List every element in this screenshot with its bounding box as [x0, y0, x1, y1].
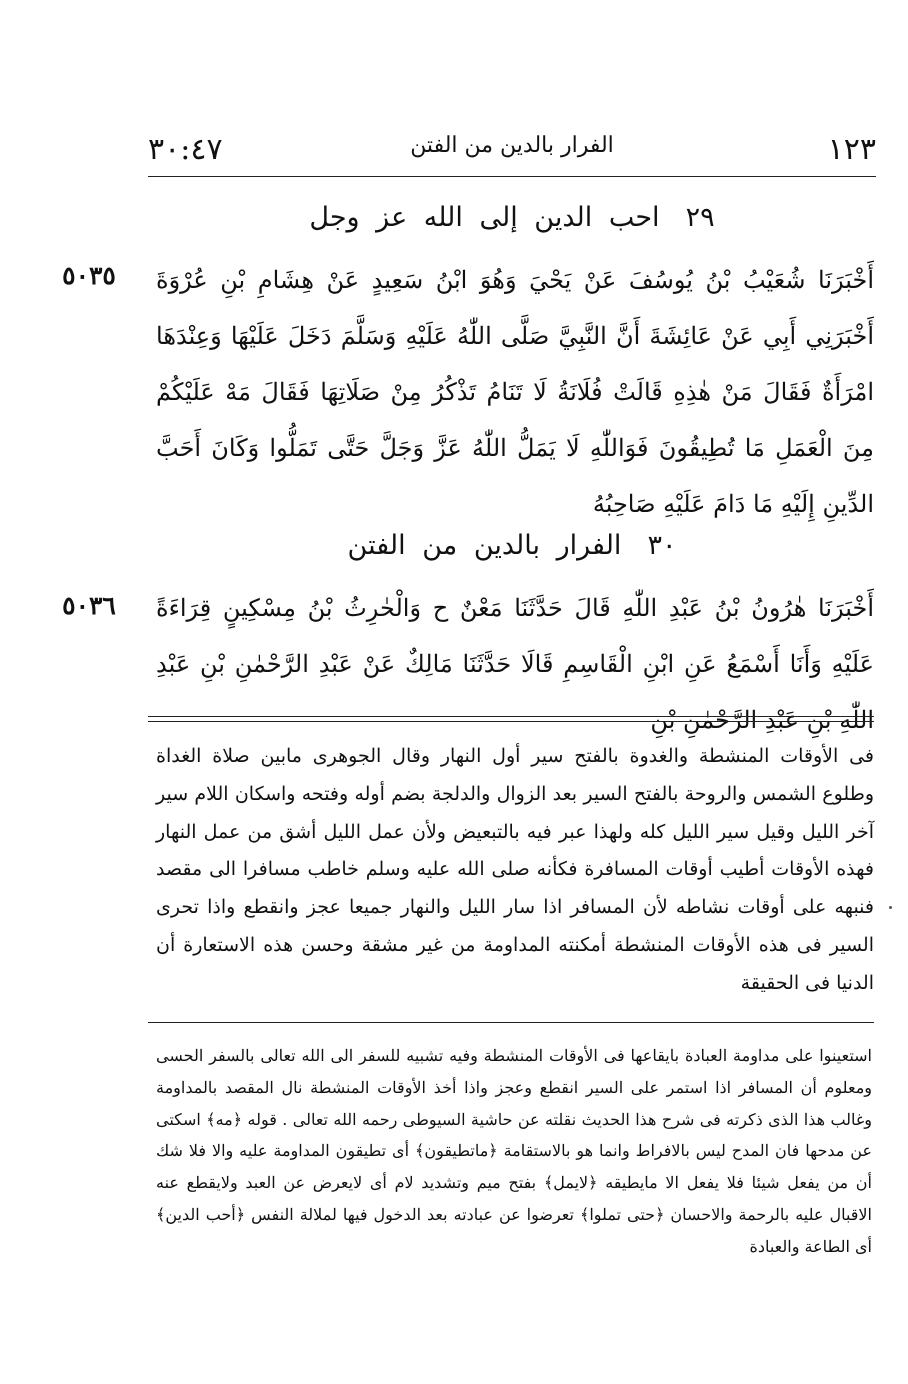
- chapter-title: الفرار بالدين من الفتن: [347, 530, 622, 561]
- hadith-ref-number: ٥٠٣٥: [62, 261, 116, 290]
- running-header: [148, 126, 876, 177]
- divider-rule: [148, 721, 874, 722]
- chapter-title: احب الدين إلى الله عز وجل: [309, 202, 660, 233]
- chapter-heading-30: [148, 526, 876, 566]
- chapter-heading-29: [148, 198, 876, 238]
- ink-speck: [889, 906, 892, 909]
- chapter-number: ٣٠: [647, 530, 677, 561]
- running-title: الفرار بالدين من الفتن: [410, 133, 614, 158]
- gloss-block: استعينوا على مداومة العبادة بايقاعها فى الأوقات المنشطة وفيه تشبيه للسفر الى الله تعالى بالسفر الحسى ومعلوم أن المسافر اذا استمر على السير انقطع وعجز واذا أخذ الأوقات المنشطة نال المقصد بالمداومة وغالب هذا الذى ذكرته فى شرح هذا الحديث نقلته عن حاشية السيوطى رحمه الله تعالى . قوله ﴿مه﴾ اسكتى عن مدحها فان المدح ليس بالافراط وانما هو بالاستقامة ﴿ماتطيقون﴾ أى تطيقون المداومة عليه والا فلا شك أن من يفعل شيئا فلا يفعل الا مايطيقه ﴿لايمل﴾ بفتح ميم وتشديد لام أى لايعرض عن العبد ولايقطع عنه الاقبال عليه بالرحمة والاحسان ﴿حتى تملوا﴾ تعرضوا عن عبادته بعد الدخول فيها لملالة النفس ﴿أحب الدين﴾ أى الطاعة والعبادة: [156, 1046, 872, 1256]
- page-number: ١٢٣: [827, 132, 876, 167]
- page-ref: ٣٠:٤٧: [148, 132, 223, 167]
- chapter-number: ٢٩: [685, 202, 715, 233]
- hadith-ref-number: ٥٠٣٦: [62, 591, 116, 620]
- hadith-text-5035: أَخْبَرَنَا شُعَيْبُ بْنُ يُوسُفَ عَنْ يَحْيَ وَهُوَ ابْنُ سَعِيدٍ عَنْ هِشَامِ بْنِ عُرْوَةَ أَخْبَرَنِي أَبِي عَنْ عَائِشَةَ أَنَّ النَّبِيَّ صَلَّى اللّٰهُ عَلَيْهِ وَسَلَّمَ دَخَلَ عَلَيْهَا وَعِنْدَهَا امْرَأَةٌ فَقَالَ مَنْ هٰذِهِ قَالَتْ فُلَانَةُ لَا تَنَامُ تَذْكُرُ مِنْ صَلَاتِهَا فَقَالَ مَهْ عَلَيْكُمْ مِنَ الْعَمَلِ مَا تُطِيقُونَ فَوَاللّٰهِ لَا يَمَلُّ اللّٰهُ عَزَّ وَجَلَّ حَتَّى تَمَلُّوا وَكَانَ أَحَبَّ الدِّينِ إِلَيْهِ مَا دَامَ عَلَيْهِ صَاحِبُهُ: [156, 266, 874, 518]
- hadith-text-5036: أَخْبَرَنَا هٰرُونُ بْنُ عَبْدِ اللّٰهِ قَالَ حَدَّثَنَا مَعْنٌ ح وَالْحٰرِثُ بْنُ مِسْكِينٍ قِرَاءَةً عَلَيْهِ وَأَنَا أَسْمَعُ عَنِ ابْنِ الْقَاسِمِ قَالَا حَدَّثَنَا مَالِكٌ عَنْ عَبْدِ الرَّحْمٰنِ بْنِ عَبْدِ اللّٰهِ بْنِ عَبْدِ الرَّحْمٰنِ بْنِ: [156, 594, 875, 734]
- commentary-block: فى الأوقات المنشطة والغدوة بالفتح سير أول النهار وقال الجوهرى مابين صلاة الغداة وطلوع الشمس والروحة بالفتح السير بعد الزوال والدلجة بضم أوله وفتحه واسكان اللام سير آخر الليل وقيل سير الليل كله ولهذا عبر فيه بالتبعيض ولأن عمل الليل أشق من عمل النهار فهذه الأوقات أطيب أوقات المسافرة فكأنه صلى الله عليه وسلم خاطب مسافرا الى مقصد فنبهه على أوقات نشاطه لأن المسافر اذا سار الليل والنهار جميعا عجز وانقطع واذا تحرى السير فى هذه الأوقات المنشطة أمكنته المداومة من غير مشقة وحسن هذه الاستعارة أن الدنيا فى الحقيقة: [156, 745, 874, 994]
- divider-rule: [148, 716, 874, 717]
- footnote-rule: [148, 1022, 874, 1023]
